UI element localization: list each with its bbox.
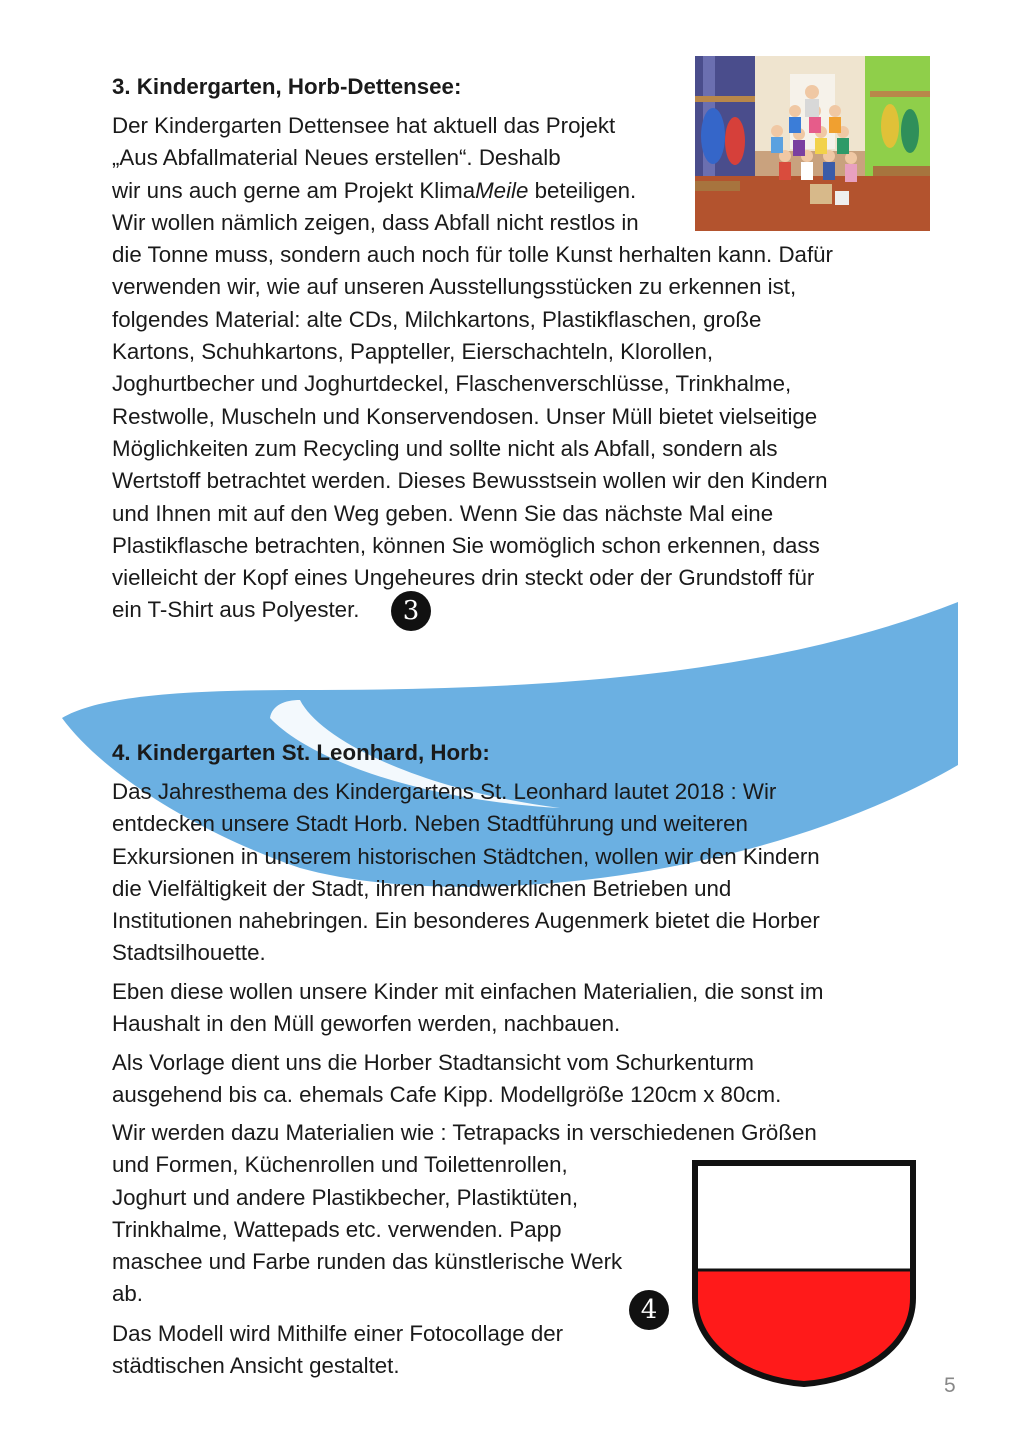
- horb-coat-of-arms: [690, 1158, 918, 1388]
- section-4-line: Exkursionen in unserem historischen Städtchen, wollen wir den Kindern: [112, 843, 820, 869]
- section-4-paragraph-3: [112, 1047, 781, 1112]
- page-number: 5: [944, 1374, 956, 1397]
- section-3-line: verwenden wir, wie auf unseren Ausstellungsstücken zu erkennen ist,: [112, 274, 797, 300]
- section-3-line: die Tonne muss, sondern auch noch für tolle Kunst herhalten kann. Dafür: [112, 242, 833, 268]
- section-3-line: Restwolle, Muscheln und Konservendosen. Unser Müll bietet vielseitige: [112, 403, 818, 429]
- section-3-line: Möglichkeiten zum Recycling und sollte nicht als Abfall, sondern als: [112, 435, 778, 461]
- section-3-line: Joghurtbecher und Joghurtdeckel, Flaschenverschlüsse, Trinkhalme,: [112, 371, 792, 397]
- section-4-line: Das Jahresthema des Kindergartens St. Leonhard lautet 2018 : Wir: [112, 779, 777, 804]
- section-4-line: Institutionen nahebringen. Ein besonderes Augenmerk bietet die Horber: [112, 908, 820, 934]
- section-4-line: ab.: [112, 1281, 143, 1307]
- kindergarten-group-photo: [695, 56, 930, 231]
- section-3-number-badge: 3: [391, 591, 431, 631]
- section-4-paragraph-5: [112, 1318, 563, 1383]
- section-4-paragraph-2: [112, 976, 823, 1041]
- section-4-line: die Vielfältigkeit der Stadt, ihren handwerklichen Betrieben und: [112, 875, 732, 901]
- section-4-line: Wir werden dazu Materialien wie : Tetrapacks in verschiedenen Größen: [112, 1120, 817, 1145]
- section-3-line: Kartons, Schuhkartons, Pappteller, Eierschachteln, Klorollen,: [112, 339, 714, 365]
- section-4-number-badge: 4: [629, 1290, 669, 1330]
- section-3-line: „Aus Abfallmaterial Neues erstellen“. Deshalb: [112, 145, 561, 171]
- section-4-line: Stadtsilhouette.: [112, 940, 266, 966]
- section-3-line: Der Kindergarten Dettensee hat aktuell das Projekt: [112, 113, 616, 138]
- section-3-heading: 3. Kindergarten, Horb-Dettensee:: [112, 74, 462, 99]
- section-3-line: und Ihnen mit auf den Weg geben. Wenn Sie das nächste Mal eine: [112, 500, 774, 526]
- section-3-line: Plastikflasche betrachten, können Sie womöglich schon erkennen, dass: [112, 532, 820, 558]
- section-3-line: folgendes Material: alte CDs, Milchkartons, Plastikflaschen, große: [112, 306, 762, 332]
- section-4-line: Joghurt und andere Plastikbecher, Plastiktüten,: [112, 1184, 579, 1210]
- section-3-line: wir uns auch gerne am Projekt KlimaMeile beteiligen.: [112, 177, 637, 203]
- section-4-line: Haushalt in den Müll geworfen werden, nachbauen.: [112, 1011, 621, 1037]
- section-4-line: maschee und Farbe runden das künstlerische Werk: [112, 1249, 623, 1275]
- photo-illustration: [695, 56, 930, 231]
- section-4-line: Als Vorlage dient uns die Horber Stadtansicht vom Schurkenturm: [112, 1050, 754, 1075]
- section-4-paragraph-1: [112, 776, 820, 970]
- section-3-line: Wir wollen nämlich zeigen, dass Abfall nicht restlos in: [112, 209, 639, 235]
- section-4-line: Eben diese wollen unsere Kinder mit einfachen Materialien, die sonst im: [112, 979, 824, 1004]
- section-4-line: entdecken unsere Stadt Horb. Neben Stadtführung und weiteren: [112, 811, 748, 837]
- section-4-line: ausgehend bis ca. ehemals Cafe Kipp. Modellgröße 120cm x 80cm.: [112, 1082, 782, 1108]
- section-3-line: ein T-Shirt aus Polyester.: [112, 597, 360, 623]
- section-4-line: städtischen Ansicht gestaltet.: [112, 1353, 400, 1379]
- crest-red-field: [695, 1270, 913, 1384]
- section-3-line: Wertstoff betrachtet werden. Dieses Bewusstsein wollen wir den Kindern: [112, 468, 828, 494]
- crest-white-field: [695, 1163, 913, 1270]
- section-3-line: vielleicht der Kopf eines Ungeheures drin steckt oder der Grundstoff für: [112, 565, 815, 591]
- section-4-heading: 4. Kindergarten St. Leonhard, Horb:: [112, 740, 490, 765]
- section-4-line: Trinkhalme, Wattepads etc. verwenden. Papp: [112, 1216, 562, 1242]
- section-4-line: Das Modell wird Mithilfe einer Fotocollage der: [112, 1321, 564, 1346]
- section-4-line: und Formen, Küchenrollen und Toilettenrollen,: [112, 1152, 568, 1178]
